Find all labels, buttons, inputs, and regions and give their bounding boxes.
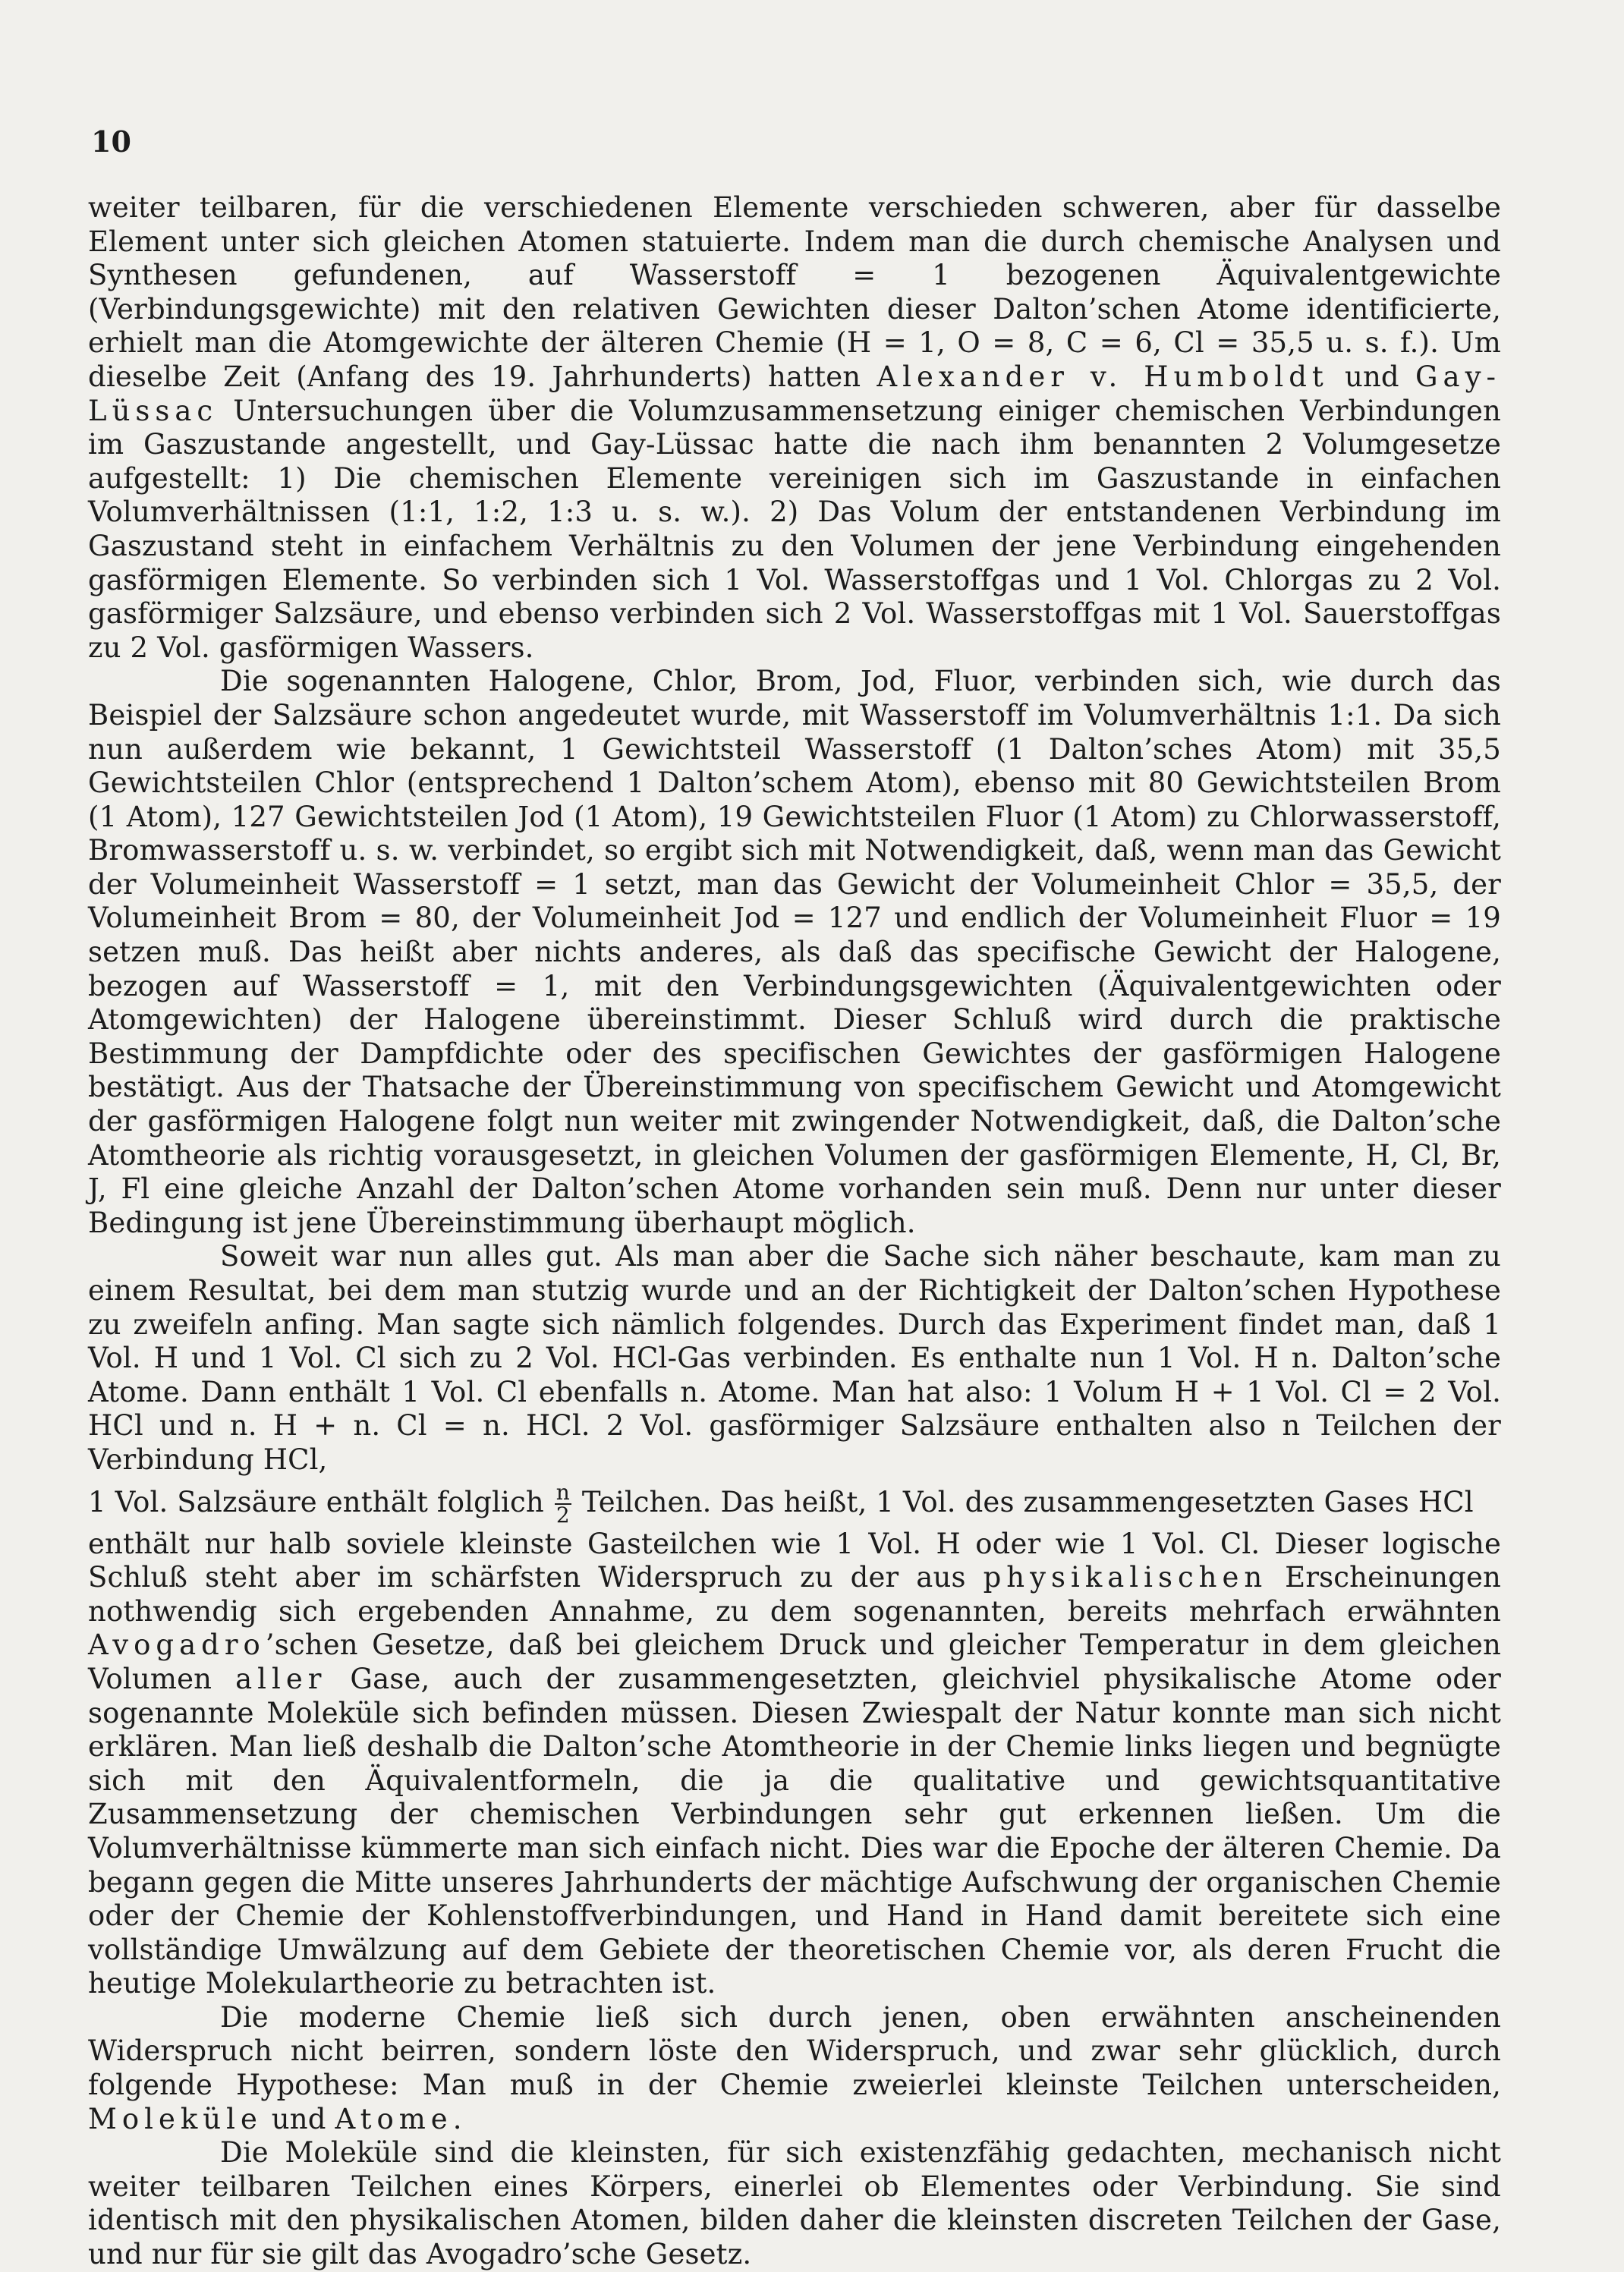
text-run: Untersuchungen über die Volumzusammensetzung einiger chemischen Verbindungen im Gaszustande angestellt, und Gay-Lüssac hatte die nach ihm benannten 2 Volumgesetze aufgestellt: 1) Die chemischen Elemente vereinigen sich im Gaszustande in einfachen Volumverhältnissen (1:1, 1:2, 1:3 u. s. w.). 2) Das Volum der entstandenen Verbindung im Gaszustand steht in einfachem Verhältnis zu den Volumen der jene Verbindung eingehenden gasförmigen Elemente. So verbinden sich 1 Vol. Wasserstoffgas und 1 Vol. Chlorgas zu 2 Vol. gasförmiger Salzsäure, und ebenso verbinden sich 2 Vol. Wasserstoffgas mit 1 Vol. Sauerstoffgas zu 2 Vol. gasförmigen Wassers. [88,394,1501,664]
text-run: 1 Vol. Salzsäure enthält folglich [88,1485,553,1518]
paragraph [88,1477,1501,1528]
paragraph [88,1240,1501,1477]
page-number: 10 [91,124,131,159]
fraction-numerator: n [555,1480,570,1506]
text-run: Soweit war nun alles gut. Als man aber die Sache sich näher beschaute, kam man zu einem Resultat, bei dem man stutzig wurde und an der Richtigkeit der Dalton’schen Hypothese zu zweifeln anfing. Man sagte sich nämlich folgendes. Durch das Experiment findet man, daß 1 Vol. H und 1 Vol. Cl sich zu 2 Vol. HCl-Gas verbinden. Es enthalte nun 1 Vol. H n. Dalton’sche Atome. Dann enthält 1 Vol. Cl ebenfalls n. Atome. Man hat also: 1 Volum H + 1 Vol. Cl = 2 Vol. HCl und n. H + n. Cl = n. HCl. 2 Vol. gasförmiger Salzsäure enthalten also n Teilchen der Verbindung HCl, [88,1240,1501,1476]
text-run: Die moderne Chemie ließ sich durch jenen, oben erwähnten anscheinenden Widerspruch nicht beirren, sondern löste den Widerspruch, und zwar sehr glücklich, durch folgende Hypothese: Man muß in der Chemie zweierlei kleinste Teilchen unterscheiden, [88,2000,1501,2102]
emphasized-text: Atome [335,2102,453,2135]
emphasized-text: Alexander v. Humboldt [877,360,1329,393]
text-run: . [452,2102,462,2135]
emphasized-text: Avogadro [88,1628,266,1662]
fraction [555,1482,571,1526]
text-run: weiter teilbaren, für die verschiedenen Elemente verschieden schweren, aber für dasselbe Element unter sich gleichen Atomen statuierte. Indem man die durch chemische Analysen und Synthesen gefundenen, auf Wasserstoff = 1 bezogenen Äquivalentgewichte (Verbindungsgewichte) mit den relativen Gewichten dieser Dalton’schen Atome identificierte, erhielt man die Atomgewichte der älteren Chemie (H = 1, O = 8, C = 6, Cl = 35,5 u. s. f.). Um dieselbe Zeit (Anfang des 19. Jahrhunderts) hatten [88,191,1501,393]
text-run: Die Moleküle sind die kleinsten, für sich existenzfähig gedachten, mechanisch nicht weiter teilbaren Teilchen eines Körpers, einerlei ob Elementes oder Verbindung. Sie sind identisch mit den physikalischen Atomen, bilden daher die kleinsten discreten Teilchen der Gase, und nur für sie gilt das Avogadro’sche Gesetz. [88,2136,1501,2271]
emphasized-text: Gay-Lüssac [88,360,1501,427]
text-run: und [1328,360,1415,393]
paragraph [88,2136,1501,2271]
emphasized-text: Moleküle [88,2102,263,2135]
text-run: Gase, auch der zusammengesetzten, gleichviel physikalische Atome oder sogenannte Moleküle sich befinden müssen. Diesen Zwiespalt der Natur konnte man sich nicht erklären. Man ließ deshalb die Dalton’sche Atomtheorie in der Chemie links liegen und begnügte sich mit den Äquivalentformeln, die ja die qualitative und gewichtsquantitative Zusammensetzung der chemischen Verbindungen sehr gut erkennen ließen. Um die Volumverhältnisse kümmerte man sich einfach nicht. Dies war die Epoche der älteren Chemie. Da begann gegen die Mitte unseres Jahrhunderts der mächtige Aufschwung der organischen Chemie oder der Chemie der Kohlenstoffverbindungen, und Hand in Hand damit bereitete sich eine vollständige Umwälzung auf dem Gebiete der theoretischen Chemie vor, als deren Frucht die heutige Molekulartheorie zu betrachten ist. [88,1662,1501,2000]
text-run: Erscheinungen nothwendig sich ergebenden Annahme, zu dem sogenannten, bereits mehrfach erwähnten [88,1561,1501,1628]
text-run: und [262,2102,335,2135]
paragraph [88,2001,1501,2136]
body-text [88,191,1501,2272]
paragraph [88,665,1501,1240]
paragraph [88,1528,1501,2001]
text-run: ’schen Gesetze, daß bei gleichem Druck und gleicher Temperatur in dem gleichen Volumen [88,1628,1501,1695]
text-run: Die sogenannten Halogene, Chlor, Brom, Jod, Fluor, verbinden sich, wie durch das Beispiel der Salzsäure schon angedeutet wurde, mit Wasserstoff im Volumverhältnis 1:1. Da sich nun außerdem wie bekannt, 1 Gewichtsteil Wasserstoff (1 Dalton’sches Atom) mit 35,5 Gewichtsteilen Chlor (entsprechend 1 Dalton’schem Atom), ebenso mit 80 Gewichtsteilen Brom (1 Atom), 127 Gewichtsteilen Jod (1 Atom), 19 Gewichtsteilen Fluor (1 Atom) zu Chlorwasserstoff, Bromwasserstoff u. s. w. verbindet, so ergibt sich mit Notwendigkeit, daß, wenn man das Gewicht der Volumeinheit Wasserstoff = 1 setzt, man das Gewicht der Volumeinheit Chlor = 35,5, der Volumeinheit Brom = 80, der Volumeinheit Jod = 127 und endlich der Volumeinheit Fluor = 19 setzen muß. Das heißt aber nichts anderes, als daß das specifische Gewicht der Halogene, bezogen auf Wasserstoff = 1, mit den Verbindungsgewichten (Äquivalentgewichten oder Atomgewichten) der Halogene übereinstimmt. Dieser Schluß wird durch die praktische Bestimmung der Dampfdichte oder des specifischen Gewichtes der gasförmigen Halogene bestätigt. Aus der Thatsache der Übereinstimmung von specifischem Gewicht und Atomgewicht der gasförmigen Halogene folgt nun weiter mit zwingender Notwendigkeit, daß, die Dalton’sche Atomtheorie als richtig vorausgesetzt, in gleichen Volumen der gasförmigen Elemente, H, Cl, Br, J, Fl eine gleiche Anzahl der Dalton’schen Atome vorhanden sein muß. Denn nur unter dieser Bedingung ist jene Übereinstimmung überhaupt möglich. [88,665,1501,1239]
text-run: Teilchen. Das heißt, 1 Vol. des zusammengesetzten Gases HCl [572,1485,1474,1518]
text-run: enthält nur halb soviele kleinste Gasteilchen wie 1 Vol. H oder wie 1 Vol. Cl. Dieser logische Schluß steht aber im schärfsten Widerspruch zu der aus [88,1527,1501,1594]
paragraph [88,191,1501,665]
emphasized-text: physikalischen [983,1561,1268,1594]
emphasized-text: aller [235,1662,327,1695]
fraction-denominator: 2 [555,1503,570,1528]
